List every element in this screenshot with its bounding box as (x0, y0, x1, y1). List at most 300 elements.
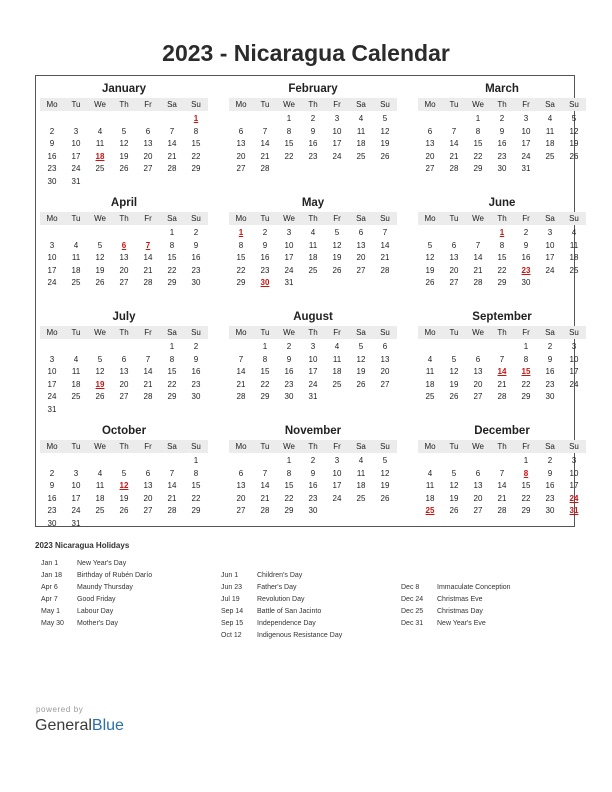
weekday-label: Fr (144, 214, 152, 223)
day-cell: 22 (497, 265, 507, 275)
day-cell: 25 (95, 164, 105, 174)
day-cell: 16 (191, 367, 201, 377)
weekday-label: Th (497, 328, 507, 337)
day-cell: 5 (451, 354, 457, 364)
day-grid (229, 113, 397, 176)
day-cell: 20 (356, 253, 366, 263)
day-cell: 12 (380, 468, 390, 478)
day-cell: 8 (193, 468, 199, 478)
day-cell: 25 (356, 151, 366, 161)
day-cell: 30 (47, 176, 57, 186)
holiday-column (401, 582, 511, 630)
holiday-day-cell: 7 (145, 240, 151, 250)
day-cell: 4 (73, 354, 79, 364)
weekday-label: Tu (71, 100, 81, 109)
day-cell: 8 (286, 126, 292, 136)
weekday-label: Th (308, 100, 318, 109)
weekday-label: Tu (260, 328, 270, 337)
day-cell: 19 (356, 367, 366, 377)
weekday-label: Su (569, 214, 579, 223)
holidays-title: 2023 Nicaragua Holidays (35, 541, 130, 550)
holiday-day-cell: 6 (121, 240, 127, 250)
empty-cell (112, 455, 136, 468)
day-cell: 31 (521, 164, 531, 174)
holiday-name: Father's Day (257, 584, 297, 591)
day-cell: 10 (47, 367, 57, 377)
day-cell: 9 (286, 354, 292, 364)
day-cell: 26 (356, 379, 366, 389)
day-cell: 5 (334, 228, 340, 237)
weekday-label: Fr (333, 100, 341, 109)
holiday-name: Christmas Day (437, 608, 483, 615)
day-cell: 16 (497, 139, 507, 149)
day-cell: 15 (497, 253, 507, 263)
holiday-row (221, 594, 342, 606)
day-cell: 19 (449, 493, 459, 503)
day-cell: 2 (49, 126, 55, 136)
day-cell: 24 (332, 151, 342, 161)
day-cell: 28 (380, 265, 390, 275)
day-cell: 23 (545, 493, 555, 503)
day-cell: 17 (71, 493, 81, 503)
day-grid (40, 455, 208, 531)
weekday-label: Mo (424, 442, 436, 451)
weekday-label: Su (380, 100, 390, 109)
day-cell: 4 (97, 468, 103, 478)
day-cell: 14 (260, 481, 270, 491)
day-cell: 18 (71, 265, 81, 275)
day-cell: 30 (521, 278, 531, 288)
day-cell: 7 (499, 354, 505, 364)
weekday-label: We (283, 100, 295, 109)
day-cell: 30 (47, 518, 57, 528)
weekday-label: Fr (144, 100, 152, 109)
day-cell: 10 (71, 481, 81, 491)
day-cell: 11 (569, 240, 579, 250)
holiday-date: Sep 14 (221, 608, 244, 615)
empty-cell (442, 113, 466, 126)
holiday-date: Dec 24 (401, 596, 424, 603)
month-november (229, 423, 397, 518)
day-cell: 8 (238, 240, 244, 250)
month-december (418, 423, 586, 518)
day-cell: 12 (95, 367, 105, 377)
weekday-header (40, 326, 208, 339)
day-cell: 26 (425, 278, 435, 288)
weekday-label: Th (308, 328, 318, 337)
weekday-header (418, 98, 586, 111)
weekday-label: Th (119, 214, 129, 223)
day-cell: 19 (449, 379, 459, 389)
weekday-label: Th (119, 442, 129, 451)
day-cell: 28 (260, 164, 270, 174)
day-cell: 16 (260, 253, 270, 263)
day-cell: 24 (332, 493, 342, 503)
weekday-label: Tu (71, 442, 81, 451)
day-cell: 26 (380, 493, 390, 503)
day-cell: 24 (71, 506, 81, 516)
day-cell: 10 (71, 139, 81, 149)
day-cell: 10 (284, 240, 294, 250)
holiday-day-cell: 18 (95, 151, 105, 161)
weekday-label: Sa (545, 328, 555, 337)
day-cell: 22 (191, 151, 201, 161)
day-cell: 11 (545, 126, 555, 136)
day-cell: 26 (95, 392, 105, 402)
holiday-day-cell: 12 (119, 481, 129, 491)
weekday-label: Sa (356, 214, 366, 223)
day-cell: 7 (145, 354, 151, 364)
day-cell: 17 (521, 139, 531, 149)
holiday-date: Jan 18 (41, 572, 63, 579)
empty-cell (490, 455, 514, 468)
month-february (229, 81, 397, 176)
day-cell: 11 (356, 468, 366, 478)
day-cell: 21 (167, 493, 177, 503)
empty-cell (490, 341, 514, 354)
weekday-label: Mo (46, 214, 58, 223)
day-cell: 2 (262, 228, 268, 237)
day-cell: 24 (47, 392, 57, 402)
day-cell: 11 (95, 481, 105, 491)
day-cell: 2 (193, 342, 199, 351)
holiday-name: Immaculate Conception (437, 584, 511, 591)
holiday-date: Jun 1 (221, 572, 239, 579)
day-cell: 13 (356, 240, 366, 250)
day-cell: 23 (260, 265, 270, 275)
weekday-label: We (472, 214, 484, 223)
day-cell: 25 (332, 379, 342, 389)
day-cell: 1 (169, 342, 175, 351)
day-cell: 18 (356, 481, 366, 491)
day-grid (229, 455, 397, 518)
day-cell: 21 (167, 151, 177, 161)
holiday-name: Labour Day (77, 608, 114, 615)
holiday-day-cell: 19 (95, 379, 105, 389)
day-cell: 2 (523, 228, 529, 237)
day-cell: 16 (284, 367, 294, 377)
day-cell: 9 (49, 481, 55, 491)
weekday-label: Fr (333, 214, 341, 223)
day-cell: 13 (380, 354, 390, 364)
day-cell: 15 (284, 481, 294, 491)
day-cell: 13 (143, 481, 153, 491)
day-cell: 23 (545, 379, 555, 389)
day-cell: 5 (382, 456, 388, 465)
day-cell: 6 (451, 240, 457, 250)
weekday-header (40, 212, 208, 225)
day-cell: 31 (47, 404, 57, 414)
day-cell: 7 (262, 126, 268, 136)
weekday-header (418, 326, 586, 339)
day-cell: 20 (119, 265, 129, 275)
day-cell: 1 (475, 114, 481, 123)
weekday-label: Fr (144, 442, 152, 451)
day-cell: 21 (236, 379, 246, 389)
holiday-day-cell: 25 (425, 506, 435, 516)
day-cell: 9 (523, 240, 529, 250)
holiday-day-cell: 24 (569, 493, 579, 503)
day-cell: 21 (143, 265, 153, 275)
holiday-row (401, 594, 511, 606)
weekday-label: Th (308, 442, 318, 451)
day-cell: 14 (236, 367, 246, 377)
day-cell: 25 (356, 493, 366, 503)
day-cell: 27 (380, 379, 390, 389)
weekday-header (229, 98, 397, 111)
day-cell: 26 (449, 392, 459, 402)
day-cell: 23 (308, 151, 318, 161)
day-grid (418, 227, 586, 290)
empty-cell (40, 227, 64, 240)
day-cell: 26 (569, 151, 579, 161)
day-cell: 10 (308, 354, 318, 364)
day-cell: 10 (521, 126, 531, 136)
day-cell: 8 (523, 354, 529, 364)
empty-cell (136, 227, 160, 240)
calendar-frame (35, 75, 579, 528)
empty-cell (442, 341, 466, 354)
day-cell: 22 (284, 151, 294, 161)
weekday-label: Th (119, 328, 129, 337)
day-cell: 26 (119, 164, 129, 174)
day-cell: 26 (119, 506, 129, 516)
day-cell: 6 (238, 468, 244, 478)
weekday-label: Mo (46, 100, 58, 109)
day-cell: 8 (262, 354, 268, 364)
day-cell: 9 (547, 468, 553, 478)
weekday-label: Su (569, 100, 579, 109)
day-cell: 3 (49, 240, 55, 250)
day-cell: 7 (262, 468, 268, 478)
day-cell: 31 (71, 518, 81, 528)
day-cell: 18 (545, 139, 555, 149)
day-cell: 4 (571, 228, 577, 237)
day-cell: 9 (193, 240, 199, 250)
day-cell: 21 (497, 379, 507, 389)
day-cell: 11 (332, 354, 342, 364)
holiday-row (41, 582, 152, 594)
day-cell: 25 (308, 265, 318, 275)
holiday-date: Apr 6 (41, 584, 58, 591)
weekday-header (40, 440, 208, 453)
day-cell: 13 (119, 253, 129, 263)
day-cell: 14 (473, 253, 483, 263)
day-cell: 18 (569, 253, 579, 263)
weekday-label: Fr (522, 442, 530, 451)
weekday-label: Mo (424, 328, 436, 337)
holiday-name: Revolution Day (257, 596, 305, 603)
day-cell: 16 (308, 481, 318, 491)
day-cell: 29 (521, 392, 531, 402)
day-cell: 15 (260, 367, 270, 377)
day-cell: 24 (545, 265, 555, 275)
month-name: June (488, 197, 516, 209)
day-cell: 4 (427, 468, 433, 478)
day-cell: 23 (497, 151, 507, 161)
holiday-day-cell: 14 (497, 367, 507, 377)
month-name: December (474, 425, 530, 437)
day-cell: 27 (143, 506, 153, 516)
holiday-day-cell: 23 (521, 265, 531, 275)
day-cell: 16 (47, 493, 57, 503)
brand-logo[interactable] (35, 717, 124, 735)
day-cell: 6 (475, 468, 481, 478)
empty-cell (253, 113, 277, 126)
day-cell: 25 (95, 506, 105, 516)
holiday-row (41, 606, 152, 618)
day-cell: 29 (191, 164, 201, 174)
day-cell: 8 (169, 354, 175, 364)
day-cell: 24 (47, 278, 57, 288)
day-cell: 21 (260, 493, 270, 503)
day-cell: 22 (167, 265, 177, 275)
day-cell: 18 (95, 493, 105, 503)
holiday-day-cell: 1 (193, 114, 199, 123)
weekday-label: Sa (356, 442, 366, 451)
day-cell: 15 (191, 139, 201, 149)
day-cell: 4 (334, 342, 340, 351)
weekday-label: We (94, 100, 106, 109)
holiday-date: May 1 (41, 608, 61, 615)
day-cell: 25 (545, 151, 555, 161)
day-cell: 5 (427, 240, 433, 250)
empty-cell (253, 455, 277, 468)
holiday-column (41, 558, 152, 630)
weekday-label: Su (380, 328, 390, 337)
day-cell: 20 (425, 151, 435, 161)
day-cell: 20 (473, 379, 483, 389)
day-cell: 28 (143, 392, 153, 402)
day-cell: 18 (356, 139, 366, 149)
day-cell: 29 (167, 392, 177, 402)
empty-cell (466, 341, 490, 354)
empty-cell (229, 113, 253, 126)
day-cell: 5 (571, 114, 577, 123)
holiday-day-cell: 30 (260, 278, 270, 288)
day-cell: 23 (308, 493, 318, 503)
holiday-row (41, 558, 152, 570)
day-cell: 2 (193, 228, 199, 237)
day-cell: 23 (47, 506, 57, 516)
weekday-label: Sa (356, 328, 366, 337)
weekday-label: Mo (235, 328, 247, 337)
month-march (418, 81, 586, 176)
day-cell: 28 (497, 506, 507, 516)
page-title: 2023 - Nicaragua Calendar (162, 40, 450, 66)
day-cell: 20 (236, 151, 246, 161)
day-cell: 17 (284, 253, 294, 263)
day-cell: 1 (523, 456, 529, 465)
day-cell: 14 (260, 139, 270, 149)
day-cell: 21 (473, 265, 483, 275)
day-cell: 19 (425, 265, 435, 275)
day-cell: 27 (356, 265, 366, 275)
day-cell: 7 (451, 126, 457, 136)
weekday-label: Tu (449, 100, 459, 109)
day-cell: 2 (286, 342, 292, 351)
weekday-label: Sa (356, 100, 366, 109)
day-cell: 12 (332, 240, 342, 250)
day-cell: 3 (523, 114, 529, 123)
day-cell: 28 (449, 164, 459, 174)
empty-cell (229, 455, 253, 468)
day-cell: 13 (236, 139, 246, 149)
day-cell: 19 (119, 493, 129, 503)
day-cell: 10 (569, 468, 579, 478)
day-cell: 9 (49, 139, 55, 149)
weekday-label: Th (497, 100, 507, 109)
weekday-label: We (472, 328, 484, 337)
day-cell: 31 (308, 392, 318, 402)
day-cell: 20 (236, 493, 246, 503)
day-cell: 16 (545, 367, 555, 377)
day-cell: 3 (571, 456, 577, 465)
day-cell: 7 (169, 126, 175, 136)
month-january (40, 81, 208, 189)
day-cell: 29 (167, 278, 177, 288)
day-cell: 2 (547, 456, 553, 465)
weekday-label: Th (497, 442, 507, 451)
day-cell: 28 (167, 164, 177, 174)
day-cell: 16 (521, 253, 531, 263)
month-name: February (288, 83, 338, 95)
day-cell: 30 (545, 392, 555, 402)
day-cell: 20 (143, 151, 153, 161)
weekday-label: Tu (449, 442, 459, 451)
empty-cell (112, 227, 136, 240)
day-cell: 7 (238, 354, 244, 364)
weekday-label: Mo (46, 328, 58, 337)
day-cell: 29 (236, 278, 246, 288)
weekday-label: Fr (333, 328, 341, 337)
empty-cell (40, 455, 64, 468)
month-july (40, 309, 208, 417)
day-cell: 10 (545, 240, 555, 250)
empty-cell (88, 455, 112, 468)
day-cell: 22 (284, 493, 294, 503)
day-cell: 14 (497, 481, 507, 491)
day-cell: 30 (497, 164, 507, 174)
day-cell: 19 (380, 139, 390, 149)
day-cell: 12 (569, 126, 579, 136)
day-cell: 9 (193, 354, 199, 364)
day-cell: 29 (260, 392, 270, 402)
weekday-label: Tu (449, 328, 459, 337)
holiday-name: New Year's Day (77, 560, 127, 567)
empty-cell (88, 341, 112, 354)
day-cell: 25 (71, 278, 81, 288)
holiday-name: Indigenous Resistance Day (257, 632, 343, 639)
day-cell: 25 (425, 392, 435, 402)
day-cell: 11 (425, 481, 435, 491)
weekday-label: Sa (167, 442, 177, 451)
day-cell: 6 (358, 228, 364, 237)
day-cell: 11 (71, 367, 81, 377)
weekday-label: We (472, 100, 484, 109)
day-cell: 3 (286, 228, 292, 237)
day-cell: 8 (475, 126, 481, 136)
day-grid (229, 341, 397, 404)
month-name: October (101, 425, 147, 437)
holiday-date: Dec 8 (401, 584, 420, 591)
weekday-label: Su (380, 214, 390, 223)
weekday-label: Su (569, 328, 579, 337)
day-cell: 6 (427, 126, 433, 136)
day-cell: 30 (191, 278, 201, 288)
day-cell: 14 (449, 139, 459, 149)
day-cell: 22 (167, 379, 177, 389)
